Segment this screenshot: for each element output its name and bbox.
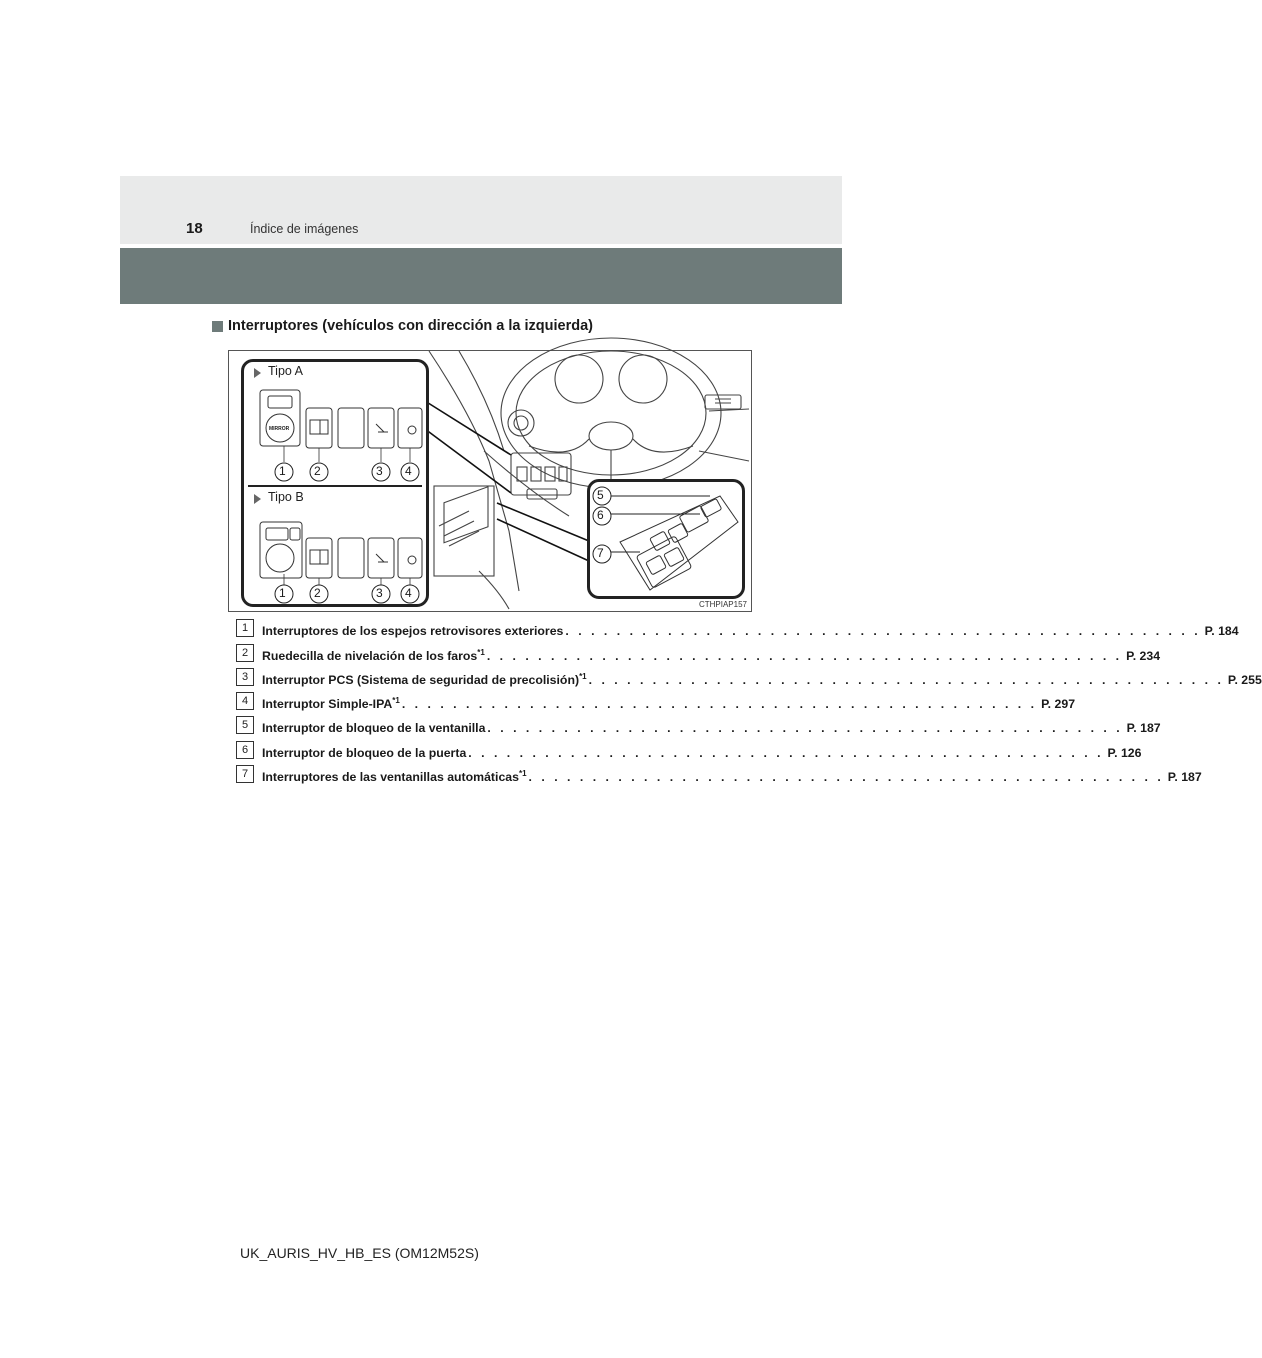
item-label: Interruptores de las ventanillas automáticas (262, 770, 519, 785)
page-reference-link[interactable]: P. 234 (1126, 648, 1161, 663)
section-title (212, 318, 593, 334)
door-switch-callout-panel (587, 479, 745, 599)
list-item (236, 663, 1262, 687)
callout-1a: 1 (279, 464, 286, 478)
item-label: Interruptor de bloqueo de la puerta (262, 745, 467, 760)
item-footnote: *1 (579, 671, 587, 681)
item-number: 4 (236, 692, 254, 710)
page-reference-link[interactable]: P. 297 (1041, 697, 1076, 712)
item-number: 2 (236, 644, 254, 662)
tipo-b-label: Tipo B (268, 490, 304, 504)
callout-5: 5 (597, 488, 604, 502)
page-number: 18 (186, 220, 203, 237)
page-reference-link[interactable]: P. 255 (1227, 672, 1262, 687)
list-item (236, 687, 1076, 712)
item-number: 3 (236, 668, 254, 686)
item-label: Ruedecilla de nivelación de los faros (262, 648, 478, 663)
item-label: Interruptor de bloqueo de la ventanilla (262, 721, 486, 736)
callout-7: 7 (597, 546, 604, 560)
callout-3a: 3 (376, 464, 383, 478)
switch-callout-panel (241, 359, 429, 607)
callout-6: 6 (597, 508, 604, 522)
item-footnote: *1 (518, 768, 527, 778)
door-switch-illustration (590, 482, 742, 596)
item-number: 5 (236, 716, 254, 734)
list-item (236, 638, 1161, 663)
leader-dots: . . . . . . . . . . . . . . . . . . . . . . . . . . . . . . . . . . . . . . . . . . . . . . . . . . (528, 770, 1164, 785)
header-title: Índice de imágenes (250, 222, 359, 236)
item-footnote: *1 (477, 647, 485, 657)
switch-items-list (236, 614, 1262, 785)
header-band (120, 248, 842, 304)
figure-code: CTHPIAP157 (698, 600, 747, 609)
list-item (236, 735, 1142, 760)
mirror-label: MIRROR (269, 426, 290, 432)
page-reference-link[interactable]: P. 187 (1167, 770, 1202, 785)
leader-dots: . . . . . . . . . . . . . . . . . . . . . . . . . . . . . . . . . . . . . . . . . . . . . . . . . . (565, 624, 1201, 639)
list-item (236, 760, 1202, 785)
item-label: Interruptores de los espejos retrovisores exteriores (262, 624, 564, 639)
item-footnote: *1 (392, 696, 400, 706)
page-reference-link[interactable]: P. 126 (1107, 745, 1142, 760)
item-label: Interruptor PCS (Sistema de seguridad de precolisión) (262, 672, 580, 687)
callout-4a: 4 (405, 464, 412, 478)
list-item (236, 614, 1239, 639)
leader-dots: . . . . . . . . . . . . . . . . . . . . . . . . . . . . . . . . . . . . . . . . . . . . . . . . . . (588, 672, 1224, 687)
callout-1b: 1 (279, 586, 286, 600)
callout-2b: 2 (314, 586, 321, 600)
callout-3b: 3 (376, 586, 383, 600)
callout-4b: 4 (405, 586, 412, 600)
section-bullet-icon (212, 321, 223, 332)
leader-dots: . . . . . . . . . . . . . . . . . . . . . . . . . . . . . . . . . . . . . . . . . . . . . . . . . . (486, 648, 1123, 663)
footer-document-code: UK_AURIS_HV_HB_ES (OM12M52S) (240, 1245, 479, 1261)
page-reference-link[interactable]: P. 187 (1126, 721, 1161, 736)
header-bar (120, 176, 842, 244)
item-number: 7 (236, 765, 254, 783)
switches-figure (228, 350, 752, 612)
leader-dots: . . . . . . . . . . . . . . . . . . . . . . . . . . . . . . . . . . . . . . . . . . . . . . . . . . (468, 745, 1104, 760)
list-item (236, 711, 1161, 736)
section-title-text: Interruptores (vehículos con dirección a la izquierda) (228, 318, 593, 334)
callout-2a: 2 (314, 464, 321, 478)
tipo-a-label: Tipo A (268, 364, 303, 378)
item-number: 1 (236, 619, 254, 637)
item-label: Interruptor Simple-IPA (262, 697, 393, 712)
item-number: 6 (236, 741, 254, 759)
page-reference-link[interactable]: P. 184 (1204, 624, 1239, 639)
leader-dots: . . . . . . . . . . . . . . . . . . . . . . . . . . . . . . . . . . . . . . . . . . . . . . . . . . (401, 697, 1038, 712)
leader-dots: . . . . . . . . . . . . . . . . . . . . . . . . . . . . . . . . . . . . . . . . . . . . . . . . . . (487, 721, 1123, 736)
switch-detail-illustration (244, 362, 426, 604)
